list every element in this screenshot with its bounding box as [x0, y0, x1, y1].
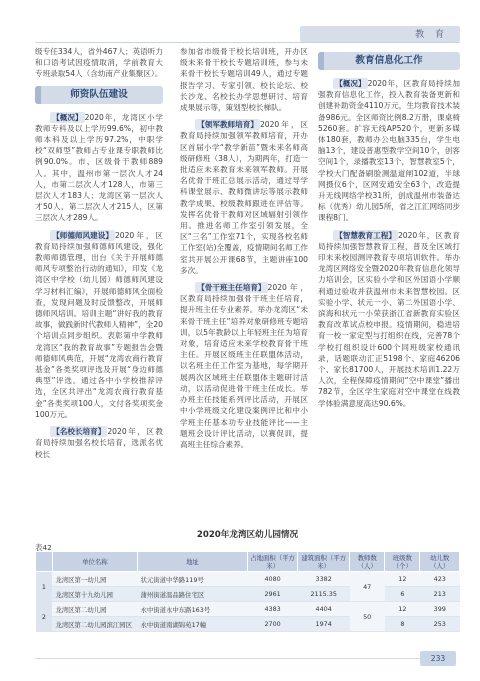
table-cell: 423 [420, 572, 460, 587]
paragraph-tag: 【概况】 [52, 112, 83, 122]
intro-paragraph: 级专任334人，省外467人；英语听力和口语考试因疫情取消，学前教育大专班录取54人（含幼南产业集聚区）。 [35, 47, 163, 79]
table-cell: 6 [385, 587, 420, 602]
table-number: 表42 [35, 543, 52, 552]
header-rule [35, 42, 460, 43]
table-header-cell: 班级数（个） [385, 552, 420, 572]
table-cell: 3382 [298, 572, 350, 587]
paragraph-it-overview: 【概况】 2020年，区教育局持续加强教育信息化工作，投入教育装备更新和创建补助资金4110万元，生均教育技术装备986元。全区师资比例8.2万册，课桌椅5260套。扩容无线AP520个，更新多媒体180套，教师办公电脑335台，学生电脑13个，建设普惠型教学空间10个，创客空间1个，录播教室13个，智慧教室5个，学校大门配备刷脸测温道闸102道，半球网摄仪6个，区网安通安全63个，改造提升无线网络学校31所，创成温州市装备达标（优秀）幼儿园5所，省之江汇网络同步课程8门。 [318, 79, 460, 223]
section-banner-teachers: 师资队伍建设 [35, 86, 163, 104]
paragraph-tag: 【名校长培育】 [52, 427, 106, 437]
column-middle [180, 46, 308, 450]
section-title: 教 育 [415, 30, 448, 40]
table-cell: 47 [350, 572, 385, 602]
table-cell: 2700 [247, 617, 297, 632]
table-cell: 4404 [298, 602, 350, 617]
paragraph-leading-teachers: 【领军教师培育】 2020年，区教育局持续加强领军教师培育，开办区首届小学“教学新苗”暨未来名师高级研修班（38人），为期两年，打造一批适应未来教育未来领军教师。开展名优骨干班汇总展示活动，通过导学科课堂展示、教师微讲坛等展示教师教学成果、校级教师跟进在评估等。发挥名优骨干教师对区域辐射引领作用。推进名师工作室引领发展，全区“三名”工作室71个，实现各校名师工作室(站)全覆盖，疫情期间名师工作室共开展公开课68节，主题讲座100多次。 [180, 120, 308, 275]
table-cell: 213 [420, 587, 460, 602]
paragraph-tag: 【智慧教育工程】 [335, 230, 396, 240]
paragraph-overview: 【概况】 2020年，龙湾区小学教师专科及以上学历99.6%，初中教师本科及以上学历97.2%，中职学校“双师型”教师占专业课专职教师比例90.0%。市、区级骨干教师889人。其中，温州市第一层次人才24人，市第二层次人才128人，市第三层次人才183人；龙湾区第一层次人才50人，第二层次人才215人，区第三层次人才289人。 [35, 112, 163, 223]
paragraph-tag: 【领军教师培育】 [197, 120, 258, 130]
table-cell: 50 [350, 602, 385, 632]
table-cell: 龙湾区第二幼儿园 [52, 602, 137, 617]
table-cell: 12 [385, 572, 420, 587]
paragraph-principals: 【名校长培育】 2020年，区教育局持续加强名校长培育，选派名优校长 [35, 427, 163, 459]
table-cell: 2961 [247, 587, 297, 602]
table-header-cell: 地址 [137, 552, 247, 572]
table-header-cell [36, 552, 53, 572]
table-cell: 12 [385, 602, 420, 617]
table-cell: 龙湾区第一幼儿园 [52, 572, 137, 587]
column-left [35, 46, 163, 460]
paragraph-continued: 参加省市级骨干校长培训班，开办区级未来骨干校长专题培训班，参与未来骨干校长专题培训49人，通过专题报告学习、专家引领、校长论坛、校长沙龙、名校长办学思想研讨、培育成果展示等，策划型校长梯队。 [180, 47, 308, 113]
footer-rule [35, 658, 420, 659]
table-header-cell: 单位名称 [52, 552, 137, 572]
table-row [36, 572, 460, 587]
table-cell: 1974 [298, 617, 350, 632]
table-cell: 状元街道中华路119号 [137, 572, 247, 587]
table-row [36, 617, 460, 632]
kindergarten-table [35, 551, 460, 632]
table-cell: 永中街道永中东路163号 [137, 602, 247, 617]
paragraph-tag: 【师德师风建设】 [52, 230, 113, 240]
paragraph-tag: 【骨干班主任培育】 [197, 283, 266, 293]
paragraph-head-teachers: 【骨干班主任培育】 2020年，区教育局持续加强骨干班主任培育，提升班主任专业素养。举办龙湾区“未来骨干班主任”培养对象研修班专题培训，以5年教龄以上年轻班主任为培育对象，培育适应未来学校教育骨干班主任。开展区级班主任联盟体活动，以名班主任工作室为基地，每学期开展两次区域班主任联盟体主题研讨活动，以活动促进骨干班主任成长。举办班主任技能系列评比活动，开展区中小学班级文化建设案例评比和中小学班主任基本功专业技能评比——主题班会设计评比活动，以赛促训，提高班主任综合素养。 [180, 283, 308, 449]
column-right [318, 46, 460, 409]
table-header-cell: 建筑面积（平方米） [298, 552, 350, 572]
table-cell: 永中街道南湖锦苑17幢 [137, 617, 247, 632]
table-header-cell: 教师数（人） [350, 552, 385, 572]
table-cell: 2115.35 [298, 587, 350, 602]
table-cell: 龙湾区第十九幼儿园 [52, 587, 137, 602]
section-header [300, 26, 460, 42]
table-cell: 龙湾区第二幼儿园滨江园区 [52, 617, 137, 632]
paragraph-smart-education: 【智慧教育工程】 2020年，区教育局持续加强智慧教育工程，普及全区域打印未来校园测评教育专项培训软件。举办龙湾区网络安全暨2020年教育信息化领导力培训会，区实验小学和区外国语小学顺利通过验收并获温州市未来智慧校园。区实验小学、状元一小、第二外国语小学、滨海和状元一小荣获浙江省新教育实验区教育改革试点校申报。疫情期间，稳进培育一校一家定型与打组织在线，完善78个学校打组织设计600个同班级家校通讯录，话题联动汇正5198个、家庭46206个、家长81700人，开展技术培训1.22万人次，全程保障疫情期间“空中课堂”播出782节，全区学生家庭对空中课堂在线教学体验满意度高达90.6%。 [318, 230, 460, 408]
table-title: 2020年龙湾区幼儿园情况 [196, 530, 299, 540]
table-cell: 253 [420, 617, 460, 632]
table-cell: 1 [36, 572, 53, 602]
paragraph-ethics: 【师德师风建设】 2020年，区教育局持续加强师德师风建设，强化教师师德管理，出台《关于开展师德师风专项整治行动的通知》，印发《龙湾区中学校（幼儿园）师德师风建设学习材料汇编》，开展师德师风全面检查，发现问题及时反馈整改，开展师德师风培训。培训主题“讲好我的教育故事，做践新时代教师人精神”，全20个培训点同步组织。表彰第中学教师龙湾区“我的教育故事”专题报告会暨师德师风典范，开展“龙湾农商行教育基金”各类奖项评选及开展“身边师德典型”评选。通过各中小学校推荐评选，全区共评出“龙湾农商行教育基金”各类奖项100人，文付各奖项奖金100万元。 [35, 230, 163, 419]
table-cell: 蒲州街道温品路住宅区 [137, 587, 247, 602]
table-header-cell: 幼儿数（人） [420, 552, 460, 572]
table-cell: 399 [420, 602, 460, 617]
table-row [36, 602, 460, 617]
table-cell: 8 [385, 617, 420, 632]
table-header-cell: 占地面积（平方米） [247, 552, 297, 572]
page-number: 233 [420, 651, 456, 666]
table-header-row [36, 552, 460, 572]
table-cell: 4080 [247, 572, 297, 587]
paragraph-tag: 【概况】 [335, 79, 366, 88]
table-cell: 2 [36, 602, 53, 632]
table-row [36, 587, 460, 602]
section-banner-informatization: 教育信息化工作 [318, 52, 460, 70]
table-cell: 4383 [247, 602, 297, 617]
